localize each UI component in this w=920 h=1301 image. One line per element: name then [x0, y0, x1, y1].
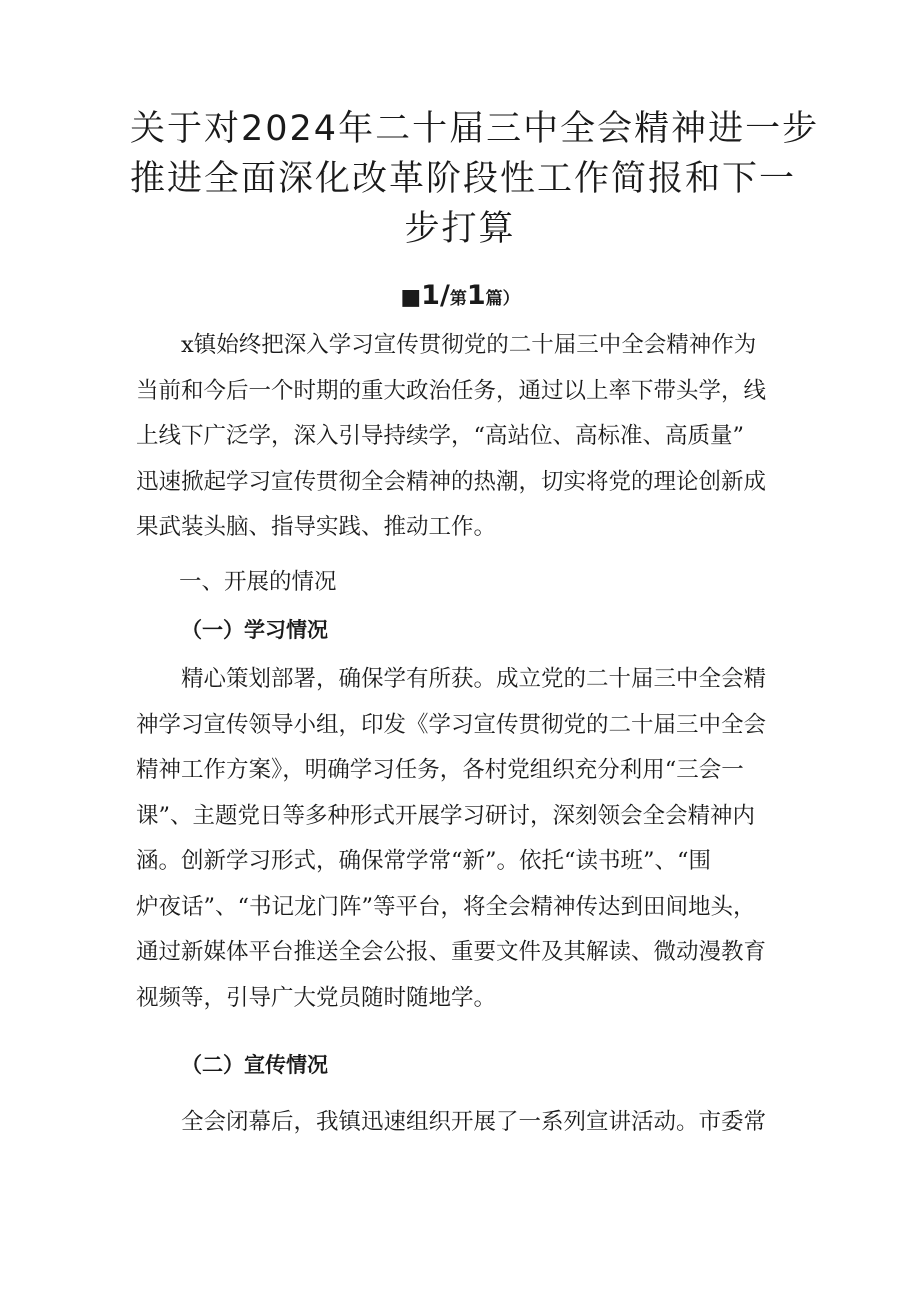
part-marker-number-2: 1	[466, 280, 486, 311]
study-line: 精神工作方案》，明确学习任务，各村党组织充分利用“三会一	[136, 757, 744, 783]
part-marker-text-a: 第	[449, 289, 467, 309]
part-marker-number: 1/	[421, 280, 450, 311]
part-marker	[0, 280, 920, 315]
title-line-2: 推进全面深化改革阶段性工作简报和下一	[130, 159, 797, 199]
study-line: 通过新媒体平台推送全会公报、重要文件及其解读、微动漫教育	[136, 939, 767, 965]
title-line-3: 步打算	[404, 209, 516, 249]
title-line-1: 关于对2024年二十届三中全会精神进一步	[130, 109, 820, 149]
study-line: 精心策划部署，确保学有所获。成立党的二十届三中全会精	[181, 666, 767, 692]
part-marker-square: ■	[400, 285, 422, 310]
intro-line: 上线下广泛学，深入引导持续学，“高站位、高标准、高质量”	[136, 423, 745, 449]
document-title	[130, 104, 820, 254]
study-line: 涵。创新学习形式，确保常学常“新”。依托“读书班”、“围	[136, 848, 712, 874]
subsection-heading-publicity: （二）宣传情况	[181, 1053, 328, 1077]
intro-line: x镇始终把深入学习宣传贯彻党的二十届三中全会精神作为	[181, 332, 757, 358]
intro-line: 果武装头脑、指导实践、推动工作。	[136, 514, 497, 540]
study-paragraph	[136, 657, 796, 1021]
section-heading-1: 一、开展的情况	[179, 569, 337, 595]
intro-paragraph	[136, 323, 796, 551]
part-marker-text-b: 篇）	[485, 289, 520, 309]
publicity-paragraph	[136, 1100, 796, 1146]
study-line: 炉夜话”、“书记龙门阵”等平台，将全会精神传达到田间地头，	[136, 893, 756, 920]
study-line: 视频等，引导广大党员随时随地学。	[136, 984, 497, 1011]
study-line: 神学习宣传领导小组，印发《学习宣传贯彻党的二十届三中全会	[136, 711, 767, 738]
subsection-heading-study: （一）学习情况	[181, 618, 328, 642]
intro-line: 迅速掀起学习宣传贯彻全会精神的热潮，切实将党的理论创新成	[136, 468, 767, 495]
study-line: 课”、主题党日等多种形式开展学习研讨，深刻领会全会精神内	[136, 802, 756, 829]
intro-line: 当前和今后一个时期的重大政治任务，通过以上率下带头学，线	[136, 377, 767, 404]
publicity-line: 全会闭幕后，我镇迅速组织开展了一系列宣讲活动。市委常	[181, 1109, 767, 1135]
